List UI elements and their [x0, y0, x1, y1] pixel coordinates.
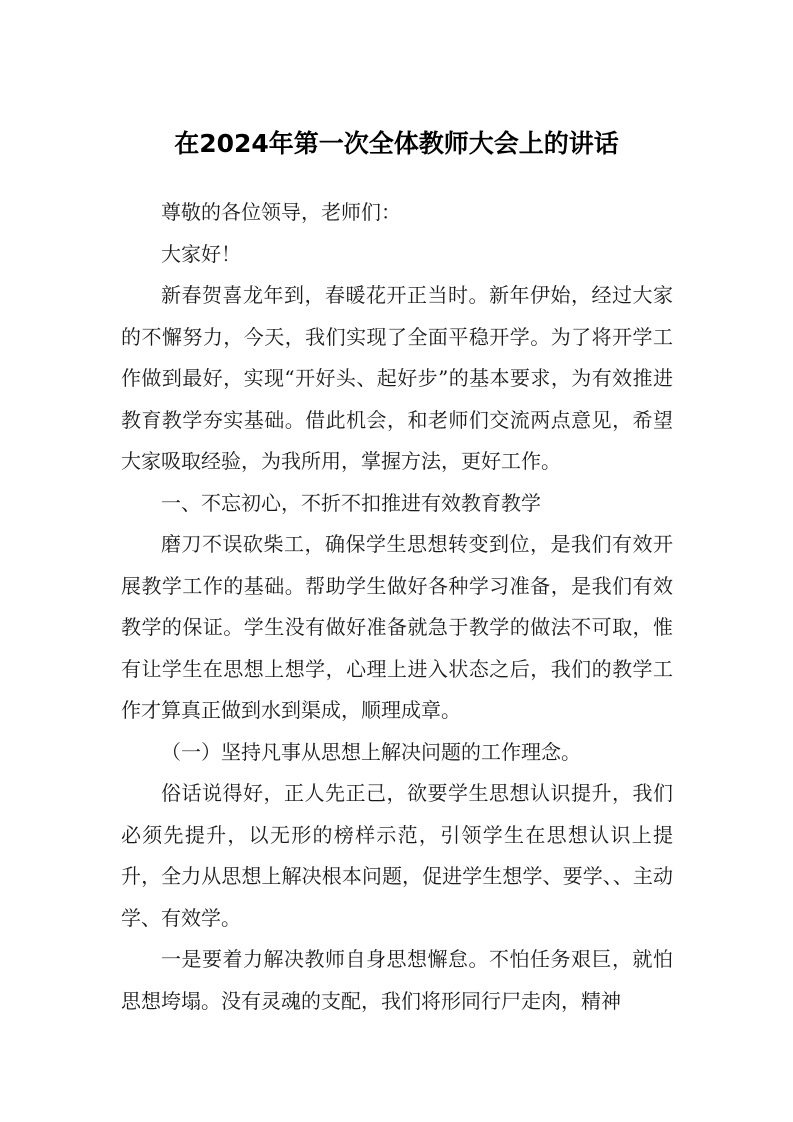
document-body — [121, 192, 673, 1022]
paragraph: 一是要着力解决教师自身思想懈怠。不怕任务艰巨，就怕思想垮塌。没有灵魂的支配，我们将形同行尸走肉，精神 — [121, 947, 673, 1013]
paragraph: 俗话说得好，正人先正己，欲要学生思想认识提升，我们必须先提升，以无形的榜样示范，引领学生在思想认识上提升，全力从思想上解决根本问题，促进学生想学、要学、、主动学、有效学。 — [121, 781, 673, 930]
paragraph: 新春贺喜龙年到，春暖花开正当时。新年伊始，经过大家的不懈努力，今天，我们实现了全面平稳开学。为了将开学工作做到最好，实现“开好头、起好步”的基本要求，为有效推进教育教学夯实基础。借此机会，和老师们交流两点意见，希望大家吸取经验，为我所用，掌握方法，更好工作。 — [121, 283, 673, 473]
greeting: 大家好！ — [161, 241, 241, 266]
document-title: 在2024年第一次全体教师大会上的讲话 — [174, 129, 619, 158]
salutation: 尊敬的各位领导，老师们： — [161, 200, 401, 224]
paragraph: 磨刀不误砍柴工，确保学生思想转变到位，是我们有效开展教学工作的基础。帮助学生做好各种学习准备，是我们有效教学的保证。学生没有做好准备就急于教学的做法不可取，惟有让学生在思想上想学，心理上进入状态之后，我们的教学工作才算真正做到水到渠成，顺理成章。 — [121, 532, 673, 722]
subsection-heading: （一）坚持凡事从思想上解决问题的工作理念。 — [161, 739, 581, 764]
section-heading: 一、不忘初心，不折不扣推进有效教育教学 — [161, 490, 541, 515]
